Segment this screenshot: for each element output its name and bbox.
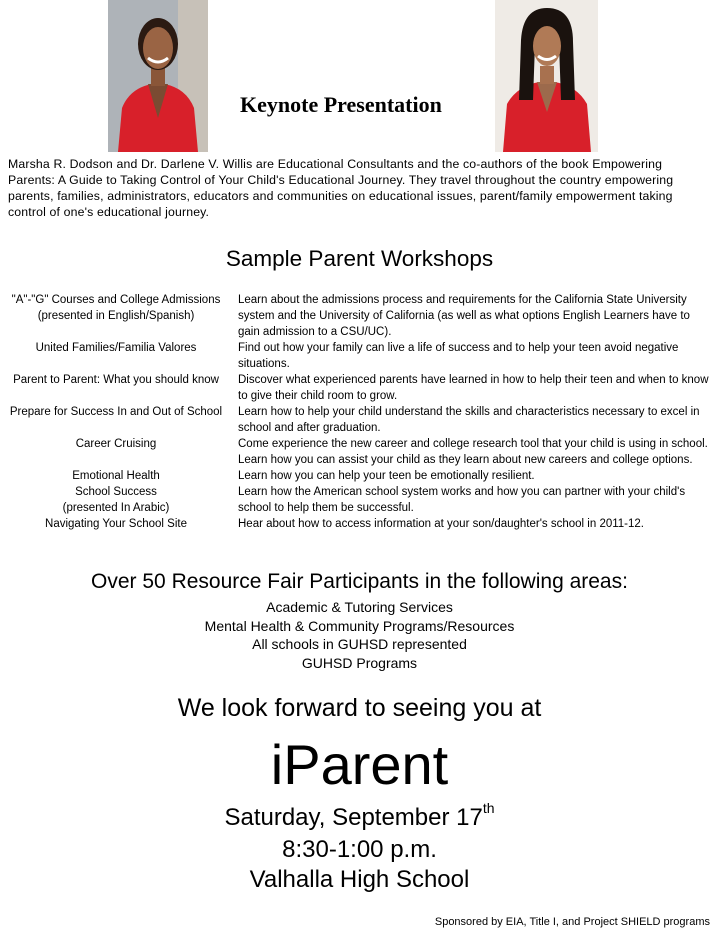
workshop-row	[6, 516, 712, 532]
event-name: iParent	[270, 733, 449, 796]
event-date-suffix: th	[482, 800, 495, 816]
workshop-name: United Families/Familia Valores	[35, 342, 197, 354]
event-lead-in: We look forward to seeing you at	[177, 694, 542, 722]
workshop-row	[6, 340, 712, 372]
workshop-name: Prepare for Success In and Out of School	[9, 406, 223, 418]
workshop-description: Hear about how to access information at your son/daughter's school in 2011-12.	[238, 518, 644, 530]
resource-area: GUHSD Programs	[301, 654, 418, 671]
workshop-name: Parent to Parent: What you should know	[13, 374, 219, 386]
workshop-row	[6, 292, 712, 340]
workshop-description: Find out how your family can live a life of success and to help your teen avoid negative situations.	[238, 342, 679, 370]
workshop-description: Learn about the admissions process and requirements for the California State University system and the University of California (as well as what options English Learners have to gain admission to a CSU/UC).	[238, 294, 690, 338]
workshop-name: Emotional Health	[72, 470, 160, 482]
workshop-description: Come experience the new career and college research tool that your child is using in school. Learn how you can assist your child as they learn about new careers and college options.	[238, 438, 708, 466]
sponsor-note: Sponsored by EIA, Title I, and Project SHIELD programs	[434, 916, 710, 928]
workshop-description: Learn how to help your child understand the skills and characteristics necessary to excel in school and after graduation.	[238, 406, 700, 434]
workshop-name: Navigating Your School Site	[45, 518, 187, 530]
workshop-description: Learn how the American school system works and how you can partner with your child's school to help them be successful.	[238, 486, 686, 514]
workshop-description: Discover what experienced parents have learned in how to help their teen and when to know to give their child room to grow.	[238, 374, 709, 402]
workshop-row	[6, 372, 712, 404]
event-location: Valhalla High School	[249, 866, 470, 893]
event-time: 8:30-1:00 p.m.	[282, 836, 437, 863]
workshop-row	[6, 404, 712, 436]
workshop-description: Learn how you can help your teen be emotionally resilient.	[238, 470, 535, 482]
event-date	[0, 800, 719, 832]
resource-area: All schools in GUHSD represented	[252, 636, 467, 652]
workshops-heading: Sample Parent Workshops	[225, 246, 494, 271]
workshop-row	[6, 436, 712, 468]
portrait-right	[495, 0, 598, 152]
intro-paragraph: Marsha R. Dodson and Dr. Darlene V. Willis are Educational Consultants and the co-authors of the book Empowering Parents: A Guide to Taking Control of Your Child's Educational Journey. They travel throughout the country empowering parents, families, administrators, educators and communities on educational issues, parent/family empowerment taking control of one's educational journey.	[8, 157, 674, 219]
resource-area: Academic & Tutoring Services	[266, 599, 453, 615]
resource-area: Mental Health & Community Programs/Resources	[204, 617, 515, 634]
resource-area-list	[0, 598, 719, 672]
workshop-row	[6, 468, 712, 484]
resource-fair-heading: Over 50 Resource Fair Participants in the following areas:	[91, 570, 628, 593]
keynote-title: Keynote Presentation	[240, 92, 442, 117]
workshop-name: Career Cruising	[75, 438, 157, 450]
workshop-name: "A"-"G" Courses and College Admissions (presented in English/Spanish)	[11, 294, 221, 322]
workshop-name: School Success (presented In Arabic)	[62, 486, 170, 514]
portrait-left	[108, 0, 208, 152]
workshop-row	[6, 484, 712, 516]
event-date-text: Saturday, September 17	[224, 804, 483, 831]
workshop-list	[6, 292, 712, 532]
